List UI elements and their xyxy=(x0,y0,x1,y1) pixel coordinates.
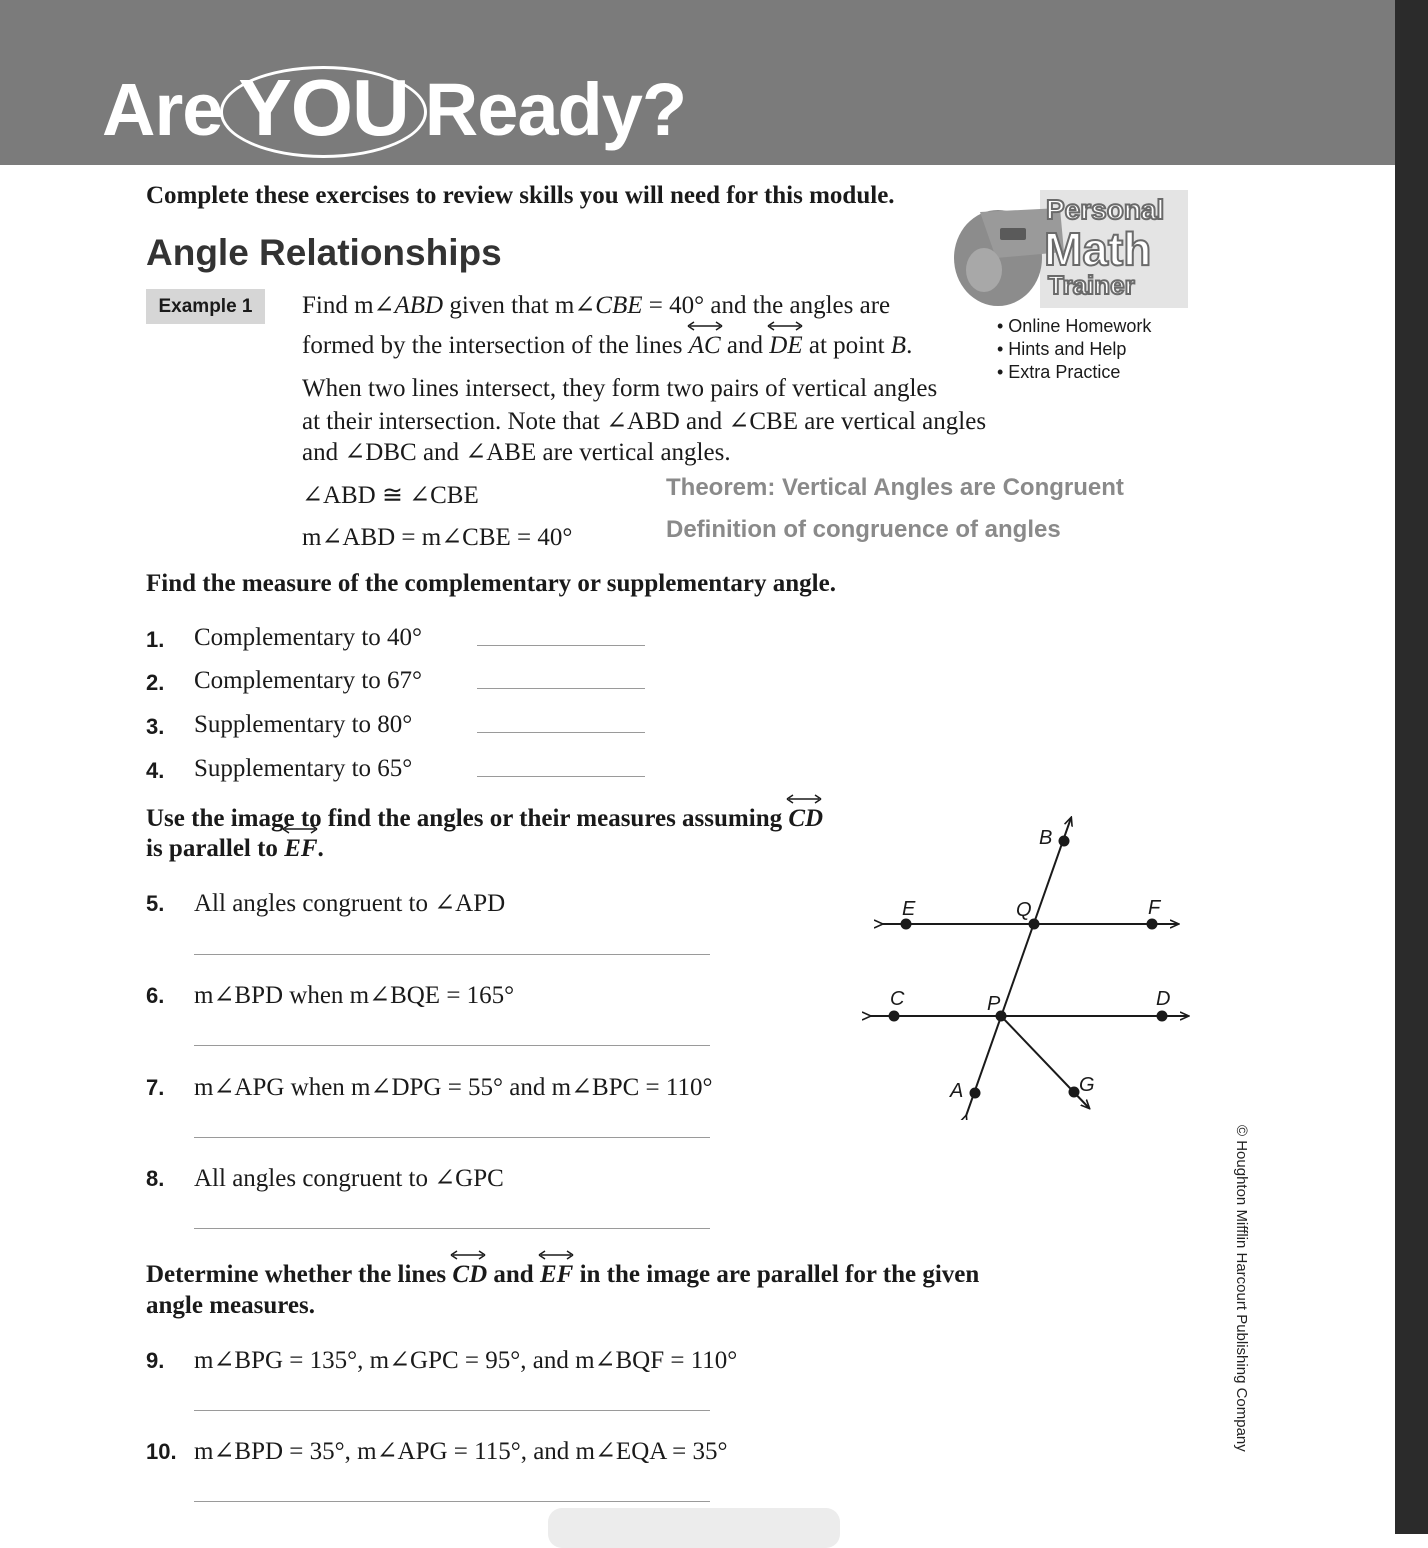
answer-blank[interactable] xyxy=(194,1045,710,1046)
example-paragraph-line-3: and ∠DBC and ∠ABE are vertical angles. xyxy=(302,439,731,466)
example-step-1-reason: Theorem: Vertical Angles are Congruent xyxy=(666,474,1124,501)
line-cd-notation: CD xyxy=(452,1261,487,1289)
label-a: A xyxy=(950,1080,964,1102)
example-line-2: formed by the intersection of the lines AC and DE at point B. xyxy=(302,332,912,360)
part3-instruction-line-1: Determine whether the lines CD and EF in the image are parallel for the given xyxy=(146,1261,979,1289)
line-ef-notation: EF xyxy=(540,1261,573,1289)
exercise-number: 9. xyxy=(146,1348,165,1373)
exercise-text: Complementary to 40° xyxy=(194,624,423,651)
answer-blank[interactable] xyxy=(194,954,710,955)
exercise-number: 1. xyxy=(146,627,165,652)
pmt-logo-trainer: Trainer xyxy=(1048,270,1135,300)
exercise-text: Complementary to 67° xyxy=(194,667,423,694)
title-you: YOU xyxy=(224,62,422,154)
copyright-notice: © Houghton Mifflin Harcourt Publishing Company xyxy=(1233,1125,1250,1452)
exercise-text: m∠BPG = 135°, m∠GPC = 95°, and m∠BQF = 110° xyxy=(194,1347,738,1374)
exercise-text: m∠APG when m∠DPG = 55° and m∠BPC = 110° xyxy=(194,1074,713,1101)
point-f xyxy=(1147,919,1158,930)
example-step-1: ∠ABD ≅ ∠CBE xyxy=(302,482,479,509)
answer-blank[interactable] xyxy=(194,1410,710,1411)
part2-instruction-line-2: is parallel to EF. xyxy=(146,835,324,863)
point-e xyxy=(901,919,912,930)
line-cd-notation: CD xyxy=(788,805,823,833)
pmt-hints-help-link[interactable]: • Hints and Help xyxy=(997,339,1127,359)
answer-blank[interactable] xyxy=(477,732,645,733)
example-line-1: Find m∠ABD given that m∠CBE = 40° and the angles are xyxy=(302,292,891,319)
pmt-logo-math: Math xyxy=(1044,223,1152,275)
answer-blank[interactable] xyxy=(477,688,645,689)
exercise-number: 6. xyxy=(146,983,165,1008)
page-title xyxy=(102,62,686,154)
part3-instruction-line-2: angle measures. xyxy=(146,1292,315,1319)
example-step-2: m∠ABD = m∠CBE = 40° xyxy=(302,524,573,551)
example-paragraph-line-2: at their intersection. Note that ∠ABD and ∠CBE are vertical angles xyxy=(302,408,987,435)
title-ready: Ready? xyxy=(424,68,687,151)
label-b: B xyxy=(1039,827,1053,849)
pmt-online-homework-link[interactable]: • Online Homework xyxy=(997,316,1152,336)
parallel-lines-diagram xyxy=(860,810,1200,1120)
point-a xyxy=(970,1088,981,1099)
exercise-number: 4. xyxy=(146,758,165,783)
example-step-2-reason: Definition of congruence of angles xyxy=(666,516,1061,543)
pmt-extra-practice-link[interactable]: • Extra Practice xyxy=(997,362,1121,382)
example-badge: Example 1 xyxy=(146,289,265,324)
label-p: P xyxy=(987,993,1001,1015)
label-q: Q xyxy=(1016,899,1032,921)
exercise-text: m∠BPD = 35°, m∠APG = 115°, and m∠EQA = 35° xyxy=(194,1438,728,1465)
personal-math-trainer-logo[interactable] xyxy=(940,188,1190,312)
exercise-number: 3. xyxy=(146,714,165,739)
page-edge-bar xyxy=(1395,0,1428,1534)
label-e: E xyxy=(902,898,916,920)
answer-blank[interactable] xyxy=(194,1228,710,1229)
answer-blank[interactable] xyxy=(194,1137,710,1138)
label-g: G xyxy=(1079,1074,1095,1096)
pmt-logo-personal: Personal xyxy=(1046,194,1165,225)
exercise-number: 10. xyxy=(146,1439,177,1464)
line-ac-notation: AC xyxy=(689,332,721,360)
point-g xyxy=(1069,1087,1080,1098)
point-c xyxy=(889,1011,900,1022)
line-de-notation: DE xyxy=(769,332,802,360)
exercise-text: All angles congruent to ∠APD xyxy=(194,890,506,917)
answer-blank[interactable] xyxy=(477,645,645,646)
you-oval-decoration xyxy=(220,66,426,158)
section-title: Angle Relationships xyxy=(146,232,502,273)
exercise-text: m∠BPD when m∠BQE = 165° xyxy=(194,982,515,1009)
exercise-number: 8. xyxy=(146,1166,165,1191)
exercise-text: All angles congruent to ∠GPC xyxy=(194,1165,504,1192)
part1-instruction: Find the measure of the complementary or supplementary angle. xyxy=(146,570,836,597)
bottom-tab[interactable] xyxy=(548,1508,840,1548)
intro-text: Complete these exercises to review skills you will need for this module. xyxy=(146,182,895,209)
exercise-number: 2. xyxy=(146,670,165,695)
header-banner xyxy=(0,0,1395,165)
label-f: F xyxy=(1148,897,1161,919)
point-d xyxy=(1157,1011,1168,1022)
exercise-number: 7. xyxy=(146,1075,165,1100)
part2-instruction-line-1: Use the image to find the angles or their measures assuming CD xyxy=(146,805,823,833)
example-paragraph-line-1: When two lines intersect, they form two pairs of vertical angles xyxy=(302,375,938,402)
label-c: C xyxy=(890,988,905,1010)
exercise-text: Supplementary to 65° xyxy=(194,755,413,782)
answer-blank[interactable] xyxy=(194,1501,710,1502)
exercise-number: 5. xyxy=(146,891,165,916)
title-are: Are xyxy=(102,68,223,151)
line-ef-notation: EF xyxy=(284,835,317,863)
answer-blank[interactable] xyxy=(477,776,645,777)
point-b xyxy=(1059,836,1070,847)
label-d: D xyxy=(1156,988,1171,1010)
exercise-text: Supplementary to 80° xyxy=(194,711,413,738)
